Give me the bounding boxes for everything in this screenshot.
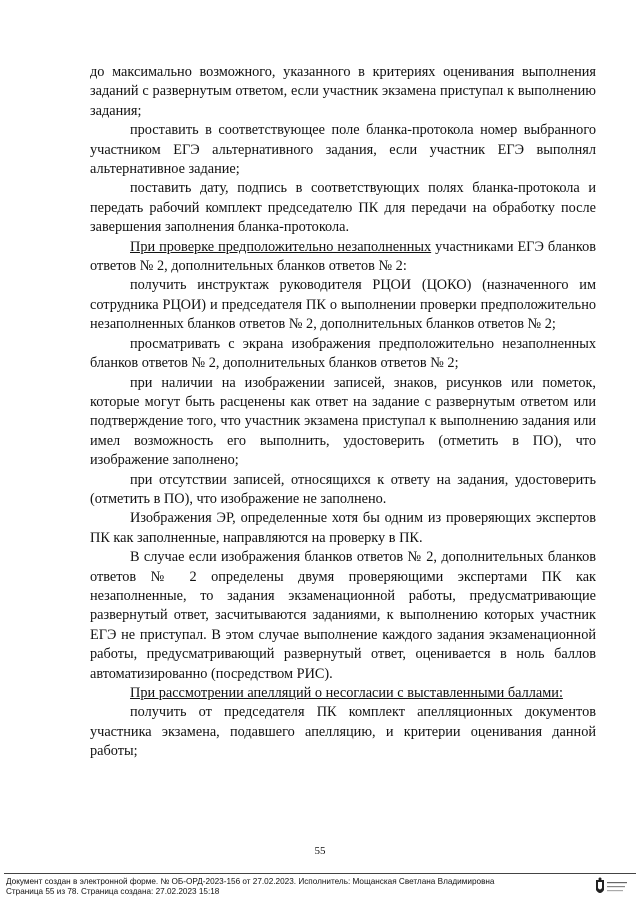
- coat-of-arms-icon: [590, 876, 630, 900]
- section-heading-appeals: При рассмотрении апелляций о несогласии с выставленными баллами:: [130, 685, 563, 701]
- paragraph-3: поставить дату, подпись в соответствующих полях бланка-протокола и передать рабочий комплект председателю ПК для передачи на обработку после завершения заполнения бланка-протокола.: [90, 180, 596, 236]
- paragraph-2: проставить в соответствующее поле бланка-протокола номер выбранного участником ЕГЭ альтернативного задания, если участник ЕГЭ выполнял альтернативное задание;: [90, 122, 596, 178]
- footer: [6, 877, 495, 897]
- document-body: [90, 63, 596, 762]
- paragraph-4-text: участниками ЕГЭ бланков ответов № 2, дополнительных бланков ответов № 2:: [90, 238, 597, 275]
- footer-line-1: Документ создан в электронной форме. № ОБ-ОРД-2023-156 от 27.02.2023. Исполнитель: Мощанская Светлана Владимировна: [6, 877, 495, 886]
- paragraph-4: [90, 238, 596, 277]
- paragraph-5: получить инструктаж руководителя РЦОИ (ЦОКО) (назначенного им сотрудника РЦОИ) и председателя ПК о выполнении проверки предположительно незаполненных бланков ответов № 2, дополнительных бланков ответов № 2;: [90, 277, 596, 333]
- paragraph-10: В случае если изображения бланков ответов № 2, дополнительных бланков ответов № 2 определены двумя проверяющими экспертами ПК как незаполненные, то задания экзаменационной работы, предусматривающие развернутый ответ, засчитываются заданиями, к выполнению которых участник ЕГЭ не приступал. В этом случае выполнение каждого задания экзаменационной работы, предусматривающий развернутый ответ, оценивается в ноль баллов автоматизированно (посредством РИС).: [90, 549, 596, 682]
- paragraph-9: Изображения ЭР, определенные хотя бы одним из проверяющих экспертов ПК как заполненные, направляются на проверку в ПК.: [90, 510, 596, 546]
- paragraph-11: [90, 684, 596, 703]
- section-heading-blank-check: При проверке предположительно незаполненных: [130, 238, 432, 255]
- paragraph-1: до максимально возможного, указанного в критериях оценивания выполнения заданий с развернутым ответом, если участник экзамена приступал к выполнению задания;: [90, 64, 596, 119]
- paragraph-8: при отсутствии записей, относящихся к ответу на задания, удостоверить (отметить в ПО), что изображение не заполнено.: [90, 471, 596, 507]
- paragraph-12: получить от председателя ПК комплект апелляционных документов участника экзамена, подавшего апелляцию, и критерии оценивания данной работы;: [90, 704, 596, 760]
- paragraph-7: при наличии на изображении записей, знаков, рисунков или пометок, которые могут быть расценены как ответ на задание с развернутым ответом или подтверждение того, что участник экзамена приступал к выполнению задания или имел возможность его выполнить, удостоверить (отметить в ПО), что изображение заполнено;: [90, 374, 596, 469]
- paragraph-6: просматривать с экрана изображения предположительно незаполненных бланков ответов № 2, дополнительных бланков ответов № 2;: [90, 335, 596, 372]
- page-number: 55: [314, 845, 326, 857]
- footer-line-2: Страница 55 из 78. Страница создана: 27.02.2023 15:18: [6, 887, 220, 896]
- footer-divider: [4, 873, 636, 874]
